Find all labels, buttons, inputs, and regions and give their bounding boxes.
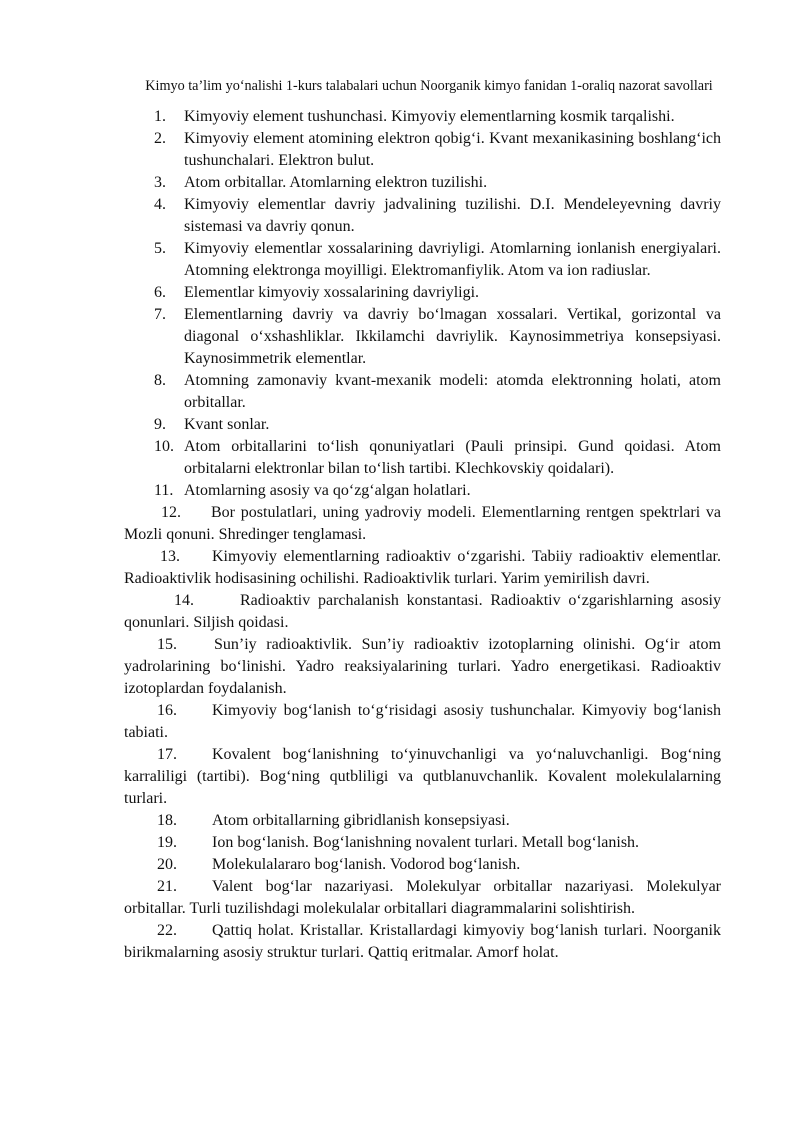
question-text: Elementlarning davriy va davriy bo‘lmagan xossalari. Vertikal, gorizontal va diagonal o‘xshashliklar. Ikkilamchi davriylik. Kaynosimmetriya konsepsiyasi. Kaynosimmetrik elementlar. [184, 306, 721, 367]
question-item [154, 194, 721, 238]
question-text: Atom orbitallarini to‘lish qonuniyatlari (Pauli prinsipi. Gund qoidasi. Atom orbitalarni elektronlar bilan to‘lish tartibi. Klechkovskiy qoidalari). [184, 438, 721, 477]
question-item [154, 480, 721, 502]
question-number: 18. [157, 812, 177, 829]
question-number: 3. [154, 174, 166, 191]
question-text: Ion bog‘lanish. Bog‘lanishning novalent turlari. Metall bog‘lanish. [212, 834, 640, 851]
question-number: 20. [157, 856, 177, 873]
question-text: Kimyoviy element tushunchasi. Kimyoviy elementlarning kosmik tarqalishi. [184, 108, 675, 125]
question-text: Bor postulatlari, uning yadroviy modeli. Elementlarning rentgen spektrlari va Mozli qonuni. Shredinger tenglamasi. [124, 504, 721, 543]
question-item [154, 238, 721, 282]
question-number: 10. [154, 438, 174, 455]
question-number: 7. [154, 306, 166, 323]
question-item [154, 106, 721, 128]
question-text: Atomlarning asosiy va qo‘zg‘algan holatlari. [184, 482, 471, 499]
question-number: 5. [154, 240, 166, 257]
question-item [124, 810, 721, 832]
question-text: Qattiq holat. Kristallar. Kristallardagi kimyoviy bog‘lanish turlari. Noorganik birikmalarning asosiy struktur turlari. Qattiq eritmalar. Amorf holat. [124, 922, 721, 961]
question-item [154, 172, 721, 194]
question-text: Atomning zamonaviy kvant-mexanik modeli: atomda elektronning holati, atom orbitallar. [184, 372, 721, 411]
question-number: 14. [174, 592, 194, 609]
question-text: Molekulalararo bog‘lanish. Vodorod bog‘lanish. [212, 856, 521, 873]
question-item [154, 304, 721, 370]
question-number: 11. [154, 482, 174, 499]
question-number: 6. [154, 284, 166, 301]
question-number: 8. [154, 372, 166, 389]
question-text: Elementlar kimyoviy xossalarining davriyligi. [184, 284, 480, 301]
question-text: Kvant sonlar. [184, 416, 270, 433]
question-number: 4. [154, 196, 166, 213]
question-text: Atom orbitallar. Atomlarning elektron tuzilishi. [184, 174, 488, 191]
question-item [154, 282, 721, 304]
question-item [154, 128, 721, 172]
question-item [154, 370, 721, 414]
question-item [124, 920, 721, 964]
question-item [124, 744, 721, 810]
question-text: Valent bog‘lar nazariyasi. Molekulyar orbitallar nazariyasi. Molekulyar orbitallar. Turli tuzilishdagi molekulalar orbitallari diagrammalarini solishtirish. [124, 878, 721, 917]
question-item [124, 634, 721, 700]
question-item [124, 700, 721, 744]
question-number: 9. [154, 416, 166, 433]
question-number: 15. [157, 636, 177, 653]
question-text: Kovalent bog‘lanishning to‘yinuvchanligi va yo‘naluvchanligi. Bog‘ning karraliligi (tartibi). Bog‘ning qutbliligi va qutblanuvchanlik. Kovalent molekulalarning turlari. [124, 746, 721, 807]
question-number: 16. [157, 702, 177, 719]
question-number: 2. [154, 130, 166, 147]
question-item [124, 854, 721, 876]
question-number: 17. [157, 746, 177, 763]
question-text: Radioaktiv parchalanish konstantasi. Radioaktiv o‘zgarishlarning asosiy qonunlari. Siljish qoidasi. [124, 592, 721, 631]
question-list [0, 106, 800, 964]
question-item [154, 414, 721, 436]
question-number: 22. [157, 922, 177, 939]
question-text: Kimyoviy elementlar xossalarining davriyligi. Atomlarning ionlanish energiyalari. Atomning elektronga moyilligi. Elektromanfiylik. Atom va ion radiuslar. [184, 240, 721, 279]
question-number: 21. [157, 878, 177, 895]
question-text: Sun’iy radioaktivlik. Sun’iy radioaktiv izotoplarning olinishi. Og‘ir atom yadrolarining bo‘linishi. Yadro reaksiyalarining turlari. Yadro energetikasi. Radioaktiv izotoplardan foydalanish. [124, 636, 721, 697]
question-number: 13. [160, 548, 180, 565]
question-text: Atom orbitallarning gibridlanish konsepsiyasi. [212, 812, 510, 829]
question-item [124, 590, 721, 634]
question-item [124, 546, 721, 590]
question-text: Kimyoviy bog‘lanish to‘g‘risidagi asosiy tushunchalar. Kimyoviy bog‘lanish tabiati. [124, 702, 721, 741]
question-text: Kimyoviy elementlarning radioaktiv o‘zgarishi. Tabiiy radioaktiv elementlar. Radioaktivlik hodisasining ochilishi. Radioaktivlik turlari. Yarim yemirilish davri. [124, 548, 721, 587]
question-text: Kimyoviy element atomining elektron qobig‘i. Kvant mexanikasining boshlang‘ich tushunchalari. Elektron bulut. [184, 130, 721, 169]
question-item [124, 876, 721, 920]
question-item [124, 502, 721, 546]
question-number: 12. [161, 504, 181, 521]
question-number: 1. [154, 108, 166, 125]
document-title: Kimyo ta’lim yo‘nalishi 1-kurs talabalari uchun Noorganik kimyo fanidan 1-oraliq nazorat savollari [145, 78, 713, 94]
question-text: Kimyoviy elementlar davriy jadvalining tuzilishi. D.I. Mendeleyevning davriy sistemasi va davriy qonun. [184, 196, 721, 235]
question-item [124, 832, 721, 854]
question-number: 19. [157, 834, 177, 851]
question-item [154, 436, 721, 480]
